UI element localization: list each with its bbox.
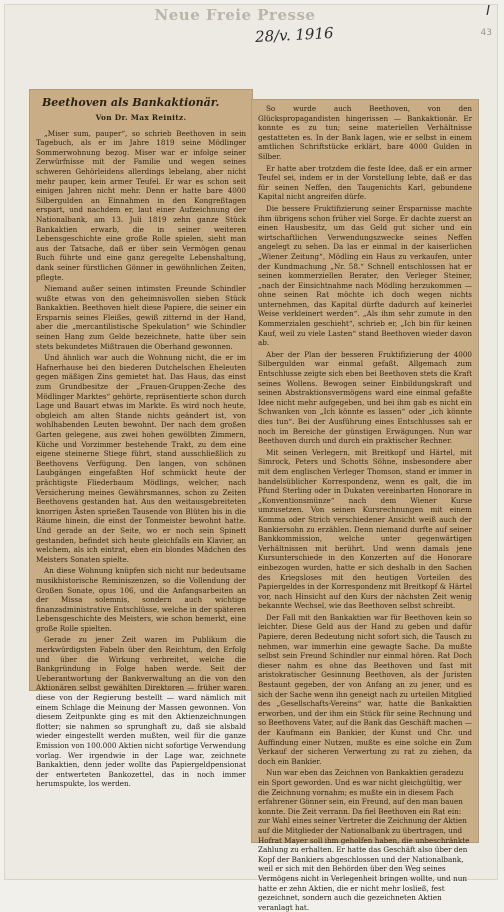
article-paragraph-tail: Nun war eben das Zeichnen von Bankaktien geradezu ein Sport geworden. Und es war nicht gleichgültig, wer die Zeichnung vornahm; es mußte ein in diesem Fach erfahrener Gönner sein, ein Freund, auf den man bauen konnte. Die Zeit verrann. Da fiel Beethoven ein Rat ein: zur Wahl eines seiner Vertreter die Zeichnung der Aktien auf die Mitglieder der Nationalbank zu übertragen, und Hofrat Mayer soll ihm geholfen haben, die unbeschränkte Zahlung zu erhalten. Er hatte das Geschäft also über den Kopf der Bankiers abgeschlossen und der Nationalbank, weil er sich mit den Behörden über den Weg seines Vermögens nicht in Verlegenheit bringen wollte, und nun hatte er zehn Aktien, die er nicht mehr losließ, fest gezeichnet, sondern auch die gezeichneten Aktien veranlagt hat. (258, 768, 470, 912)
article-paragraph: So wurde auch Beethoven, von den Glückspropagandisten hingerissen — Bankaktionär. Er konnte es zu tun; seine materiellen Verhältnisse gestatteten es. In der Bank lagen, wie er selbst in einem amtlichen Schriftstücke erklärt, bare 4000 Gulden in Silber. (258, 104, 472, 161)
page-mark: I (486, 4, 490, 19)
newspaper-masthead: Neue Freie Presse (154, 6, 316, 24)
article-paragraph: „Miser sum, pauper“, so schrieb Beethoven in sein Tagebuch, als er im Jahre 1819 seine Mödlinger Sommerwohnung bezog. Miser war er infolge seiner Zerwürfnisse mit der Familie und wegen seines schweren Gehörleidens allerdings lebelang, aber nicht mehr pauper, kein armer Teufel. Er war es schon seit einigen Jahren nicht mehr. Denn er hatte bare 4000 Silbergulden an Einnahmen in den Kongreßtagen erspart, und nachdem er, laut einer Aufzeichnung der Nationalbank, am 13. Juli 1819 zehn ganze Stück Bankaktien erwarb, die in seiner weiteren Lebensgeschichte eine große Rolle spielen, sieht man aus der Tatsache, daß er über sein Vermögen genau Buch führte und eine ganz geregelte Lebenshaltung, dank seiner fürstlichen Gönner in gewöhnlichen Zeiten, pflegte. (36, 128, 246, 282)
article-byline: Von Dr. Max Reinitz. (95, 113, 187, 122)
article-paragraph: Er hatte aber trotzdem die feste Idee, daß er ein armer Teufel sei, indem er in der Vorstellung lebte, daß er das für seinen Neffen, den Taugenichts Karl, gebundene Kapital nicht angreifen dürfe. (258, 163, 472, 202)
article-paragraph: Die bessere Fruktifizierung seiner Ersparnisse machte ihm übrigens schon früher viel Sorge. Er dachte zuerst an einen Hausbesitz, um das Geld gut sicher und ein wirtschaftlichen Verwendungszwecke seines Neffen angelegt zu sehen. Da las er einmal in der kaiserlichen „Wiener Zeitung“, Mödling ein Haus zu verkaufen, unter der Kundmachung „Nr. 58.“ Schnell entschlossen hat er seinen kommerziellen Berater, den Verleger Steiner, „nach der Einsichtnahme nach Mödling herzukommen — ohne seinen Rat möchte ich doch wegen nichts unternehmen, das Kapital dürfte dadurch auf keinerlei Weise verkleinert werden“. „Als ihm sehr zumute in den Kommerzialen geschieht“, schrieb er, „Ich bin für keinen Kauf, weil zu viele Lasten“ stand Beethoven wieder davon ab. (258, 203, 472, 348)
page-mark-sub: 43 (480, 28, 492, 38)
handwritten-date: 28/v. 1916 (254, 23, 334, 47)
article-column-left (36, 96, 246, 789)
article-paragraph: An diese Wohnung knüpfen sich nicht nur bedeutsame musikhistorische Reminiszenzen, so die Vollendung der Großen Sonate, opus 106, und die Anfangsarbeiten an der Missa solemnis, sondern auch wichtige finanzadministrative Entschlüsse, welche in der späteren Lebensgeschichte des Meisters, wie schon bemerkt, eine große Rolle spielten. (36, 566, 246, 633)
article-paragraph: Gerade zu jener Zeit waren im Publikum die merkwürdigsten Fabeln über den Reichtum, den Erfolg und über die Wirkung verbreitet, welche die Bankgründung in Folge haben werde. Seit der Ueberantwortung der Bankverwaltung an die von den Aktionären selbst gewählten Direktoren — früher waren diese von der Regierung bestellt — ward nämlich mit einem Schlage die Meinung der Massen gewonnen. Von diesem Zeitpunkte ging es mit den Aktienzeichnungen flotter; sie nahmen so sprunghaft zu, daß sie alsbald wieder eingestellt werden mußten, weil für die ganze Emission von 100.000 Aktien nicht sofortige Verwendung vorlag. Wer irgendwie in der Lage war, zeichnete Bankaktien, denn jeder wollte das Papiergeldpensionat der entwerteten Bankozettel, das in noch immer herumspukte, los werden. (36, 635, 246, 789)
article-paragraph: Und ähnlich war auch die Wohnung nicht, die er im Hafnerhause bei den biederen Dutchelschen Eheleuten gegen mäßigen Zins gemietet hat. Das Haus, das einst zum Grundbesitze der „Frauen-Gruppen-Zeche des Mödlinger Marktes“ gehörte, repräsentierte schon durch Lage und Bauart etwas im Markte. Es wird noch heute, obgleich am alten Stande nichts geändert ist, von wohlhabenden Leuten bewohnt. Der nach dem großen Garten gelegene, aus zwei hohen gewölbten Zimmern, Küche und Vorzimmer bestehende Trakt, zu dem eine eigene steinerne Stiege führt, stand ausschließlich zu Beethovens Verfügung. Den langen, von schönen Laubgängen eingefaßten Hof schmückt heute der prächtigste Fliederbaum Mödlings, welcher, nach Versicherung meines Gewährsmannes, schon zu Zeiten Beethovens gestanden hat. Aus den weitausgebreiteten knorrigen Ästen sprießen Tausende von Blüten bis in die Räume hinein, die einst der Tonmeister bewohnt hatte. Und gerade an der Seite, wo er noch sein Spinett gestanden, befindet sich heute gleichfalls ein Klavier, an welchem, als ich eintrat, eben ein blondes Mädchen des Meisters Sonaten spielte. (36, 353, 246, 564)
article-column-right (258, 104, 472, 912)
article-paragraph: Mit seinen Verlegern, mit Breitkopf und Härtel, mit Simrock, Peters und Schotts Söhne, insbesondere aber mit dem englischen Verleger Thomson, stand er immer in handelsüblicher Korrespondenz, wenn es galt, die im Pfund Sterling oder in Dukaten vereinbarten Honorare in „Konventionsmünze“ nach dem Wiener Kurse umzusetzen. Von seinen Kursrechnungen mit einem Komma oder Strich verschiedener Ansicht weiß auch der Bankiersohn zu erzählen. Denn niemand durfte auf seiner Bankkommission, welche unter gegenwärtigen Verhältnissen mit berührt. Und wenn damals jene Kursunterschiede in den Konzerten auf die Honorare einbezogen wurden, hatte er sich deshalb in den Sachen des Kriegsloses mit den heutigen Vorteilen des Papiergeldes in der Korrespondenz mit Breitkopf & Härtel vor, nach Hinsicht auf den Kurs der nächsten Zeit wenig bekannte Wechsel, wie das Beethoven selbst schreibt. (258, 447, 472, 611)
article-paragraph: Aber der Plan der besseren Fruktifizierung der 4000 Silbergulden war einmal gefaßt. Allgemach zum Entschlusse zeigte sich eben bei Beethoven stets die Kraft seines Wollens. Bewogen seiner Einbildungskraft und seinen Abstraktionsvermögens ward eine einmal gefaßte Idee nicht mehr aufgegeben, und bei ihm gab es nicht ein Schwanken von „Ich könnte es lassen“ oder „ich könnte dies tun“. Bei der Ausführung eines Entschlusses sah er noch im Bereiche der günstigen Erwägungen. Nun war Beethoven durch und durch ein praktischer Rechner. (258, 349, 472, 446)
article-paragraph: Der Fall mit den Bankaktien war für Beethoven kein so leichter. Diese Geld aus der Hand zu geben und dafür Papiere, deren Bedeutung nicht sofort sich, die Tausch zu nehmen, war immerhin eine gewagte Sache. Da mußte selbst sein Freund Schindler nur einmal hören. Rat Doch dieser nahm es ohne das Beethoven und fast mit aristokratischer Gesinnung Beethoven, als der Juristen Bestaunt gegeben, der von Anfang an zu jener, und es sich der Sache wenn ihn geneigt nach zu urteilen Mitglied des „Gesellschafts-Vereins“ war, hatte die Bankaktien erworben, und der ihm ein Stück für seine Rechnung und so Beethovens Vater, auf die Bank das Geschäft machen — der Kaufmann ein Bankier, der Kunst und Chr. und Auffindung einer Nutzen, mußte es eine solche ein Zum Verkauf der sicheren Verwertung zu rat zu ziehen, da doch ein Bankier. (258, 612, 472, 766)
article-title: Beethoven als Bankaktionär. (42, 96, 220, 109)
article-paragraph: Niemand außer seinen intimsten Freunde Schindler wußte etwas von den geheimnisvollen sieben Stück Bankaktien. Beethoven hielt diese Papiere, die seiner ein Ersparnis seines Fleißes, gewiß zitternd in der Hand, aber die „mercantilistische Spekulation“ wie Schindler seinen Hang zum Gelde bezeichnete, hatte über sein stets bekundetes Mißtrauen die Oberhand gewonnen. (36, 284, 246, 351)
